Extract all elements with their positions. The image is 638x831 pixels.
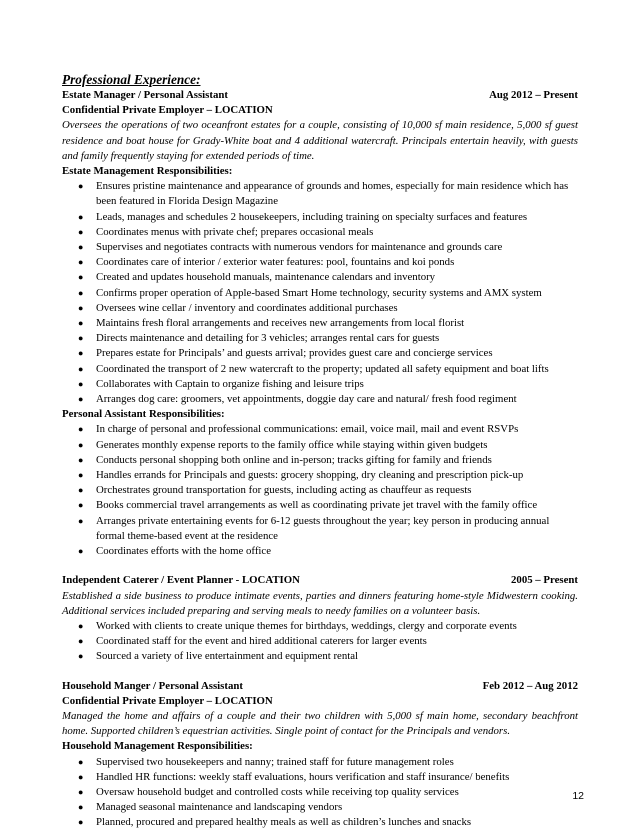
list-item <box>62 301 578 316</box>
bullet-icon: ● <box>78 546 84 557</box>
list-item <box>62 240 578 255</box>
job-description: Established a side business to produce intimate events, parties and dinners featuring home-style Midwestern cooking. Additional services included preparing and serving meals to needy families on a volunteer basis. <box>62 589 578 617</box>
list-item-text: Created and updates household manuals, maintenance calendars and inventory <box>96 271 436 284</box>
bullet-icon: ● <box>78 287 84 298</box>
list-item <box>62 815 578 830</box>
list-item <box>62 755 578 770</box>
list-item-text: Handles errands for Principals and guests: grocery shopping, dry cleaning and prescription pick-up <box>96 469 524 482</box>
list-item <box>62 800 578 815</box>
resume-page <box>62 71 578 831</box>
list-item-text: Oversees wine cellar / inventory and coordinates additional purchases <box>96 301 398 314</box>
list-item <box>62 498 578 513</box>
list-item-text: Arranges dog care: groomers, vet appointments, doggie day care and natural/ fresh food regiment <box>96 393 517 406</box>
job-header <box>62 88 578 103</box>
bullet-icon: ● <box>78 333 84 344</box>
list-item <box>62 270 578 285</box>
bullet-icon: ● <box>78 470 84 481</box>
bullet-icon: ● <box>78 211 84 222</box>
bullet-icon: ● <box>78 500 84 511</box>
list-item <box>62 346 578 361</box>
list-item-text: Worked with clients to create unique themes for birthdays, weddings, clergy and corporate events <box>96 619 517 632</box>
job-block <box>62 88 578 559</box>
list-item <box>62 210 578 225</box>
responsibilities-list <box>62 619 578 665</box>
responsibilities-list <box>62 179 578 407</box>
job-description: Managed the home and affairs of a couple and their two children with 5,000 sf main home, secondary beachfront home. Supported children’s equestrian activities. Single point of contact for the Principals and vendors. <box>62 709 578 738</box>
job-dates: Feb 2012 – Aug 2012 <box>482 679 578 692</box>
list-item <box>62 225 578 240</box>
page-number: 12 <box>572 790 584 802</box>
list-item-text: Maintains fresh floral arrangements and receives new arrangements from local florist <box>96 317 465 330</box>
responsibilities-heading: Personal Assistant Responsibilities: <box>62 408 225 421</box>
bullet-icon: ● <box>78 242 84 253</box>
bullet-icon: ● <box>78 485 84 496</box>
bullet-icon: ● <box>78 771 84 782</box>
list-item-text: Handled HR functions: weekly staff evaluations, hours verification and staff insurance/ benefits <box>96 770 510 783</box>
list-item-text: Supervised two housekeepers and nanny; trained staff for future management roles <box>96 755 454 768</box>
list-item-text: Arranges private entertaining events for 6-12 guests throughout the year; key person in producing annual formal theme-based event at the residence <box>96 514 550 542</box>
bullet-icon: ● <box>78 424 84 435</box>
list-item <box>62 770 578 785</box>
employer: Confidential Private Employer – LOCATION <box>62 104 273 117</box>
list-item <box>62 422 578 437</box>
list-item-text: Planned, procured and prepared healthy meals as well as children’s lunches and snacks <box>96 816 472 829</box>
responsibilities-list <box>62 755 578 831</box>
list-item-text: Leads, manages and schedules 2 housekeepers, including training on specialty surfaces and features <box>96 210 528 223</box>
job-title: Estate Manager / Personal Assistant <box>62 89 228 101</box>
job-title: Household Manger / Personal Assistant <box>62 679 243 692</box>
job-description: Oversees the operations of two oceanfront estates for a couple, consisting of 10,000 sf main residence, 5,000 sf guest residence and boat house for Grady-White boat and 4 additional watercraft. Principals entertain heavily, with guests and family frequently staying for extended periods of time. <box>62 119 578 162</box>
list-item <box>62 514 578 544</box>
list-item <box>62 286 578 301</box>
list-item-text: Coordinated staff for the event and hired additional caterers for larger events <box>96 635 427 648</box>
list-item-text: Supervises and negotiates contracts with numerous vendors for maintenance and grounds care <box>96 241 503 254</box>
bullet-icon: ● <box>78 378 84 389</box>
list-item <box>62 438 578 453</box>
list-item-text: Coordinates efforts with the home office <box>96 545 272 558</box>
list-item-text: Oversaw household budget and controlled costs while receiving top quality services <box>96 785 459 798</box>
list-item <box>62 377 578 392</box>
bullet-icon: ● <box>78 272 84 283</box>
list-item <box>62 649 578 664</box>
list-item <box>62 453 578 468</box>
list-item <box>62 331 578 346</box>
bullet-icon: ● <box>78 802 84 813</box>
bullet-icon: ● <box>78 348 84 359</box>
list-item-text: Books commercial travel arrangements as well as coordinating private jet travel with the family office <box>96 499 538 512</box>
list-item-text: Coordinates menus with private chef; prepares occasional meals <box>96 225 374 238</box>
list-item-text: Directs maintenance and detailing for 3 vehicles; arranges rental cars for guests <box>96 332 440 345</box>
list-item-text: Conducts personal shopping both online and in-person; tracks gifting for family and friends <box>96 453 492 466</box>
list-item <box>62 179 578 209</box>
list-item-text: Ensures pristine maintenance and appearance of grounds and homes, especially for main residence which has been featured in Florida Design Magazine <box>96 180 569 208</box>
bullet-icon: ● <box>78 439 84 450</box>
list-item <box>62 619 578 634</box>
job-header <box>62 679 578 694</box>
list-item-text: Sourced a variety of live entertainment and equipment rental <box>96 650 359 663</box>
bullet-icon: ● <box>78 454 84 465</box>
list-item-text: Coordinates care of interior / exterior water features: pool, fountains and koi ponds <box>96 256 455 269</box>
bullet-icon: ● <box>78 363 84 374</box>
list-item-text: In charge of personal and professional communications: email, voice mail, mail and event RSVPs <box>96 423 519 436</box>
bullet-icon: ● <box>78 786 84 797</box>
list-item <box>62 362 578 377</box>
list-item-text: Generates monthly expense reports to the family office while staying within given budgets <box>96 438 488 451</box>
list-item <box>62 634 578 649</box>
bullet-icon: ● <box>78 394 84 405</box>
bullet-icon: ● <box>78 817 84 828</box>
list-item <box>62 468 578 483</box>
list-item-text: Confirms proper operation of Apple-based Smart Home technology, security systems and AMX system <box>96 286 542 299</box>
bullet-icon: ● <box>78 257 84 268</box>
employer: Confidential Private Employer – LOCATION <box>62 694 273 707</box>
job-dates: 2005 – Present <box>511 574 578 587</box>
bullet-icon: ● <box>78 181 84 192</box>
list-item <box>62 483 578 498</box>
jobs-list <box>62 88 578 831</box>
responsibilities-heading: Estate Management Responsibilities: <box>62 165 233 178</box>
bullet-icon: ● <box>78 756 84 767</box>
bullet-icon: ● <box>78 302 84 313</box>
job-block <box>62 679 578 831</box>
list-item <box>62 785 578 800</box>
list-item <box>62 392 578 407</box>
responsibilities-list <box>62 422 578 559</box>
list-item-text: Prepares estate for Principals’ and guests arrival; provides guest care and concierge services <box>96 347 493 360</box>
bullet-icon: ● <box>78 651 84 662</box>
list-item-text: Orchestrates ground transportation for guests, including acting as chauffeur as requests <box>96 484 472 497</box>
list-item-text: Collaborates with Captain to organize fishing and leisure trips <box>96 377 364 390</box>
bullet-icon: ● <box>78 226 84 237</box>
responsibilities-heading: Household Management Responsibilities: <box>62 740 253 753</box>
job-dates: Aug 2012 – Present <box>489 89 578 101</box>
list-item <box>62 316 578 331</box>
section-title: Professional Experience: <box>62 72 201 87</box>
job-spacer <box>62 559 578 573</box>
job-title: Independent Caterer / Event Planner - LOCATION <box>62 574 300 587</box>
bullet-icon: ● <box>78 636 84 647</box>
list-item <box>62 544 578 559</box>
bullet-icon: ● <box>78 620 84 631</box>
job-block <box>62 573 578 664</box>
job-spacer <box>62 665 578 679</box>
job-header <box>62 573 578 588</box>
bullet-icon: ● <box>78 515 84 526</box>
bullet-icon: ● <box>78 318 84 329</box>
list-item <box>62 255 578 270</box>
list-item-text: Managed seasonal maintenance and landscaping vendors <box>96 801 343 814</box>
list-item-text: Coordinated the transport of 2 new watercraft to the property; updated all safety equipment and boat lifts <box>96 362 549 375</box>
